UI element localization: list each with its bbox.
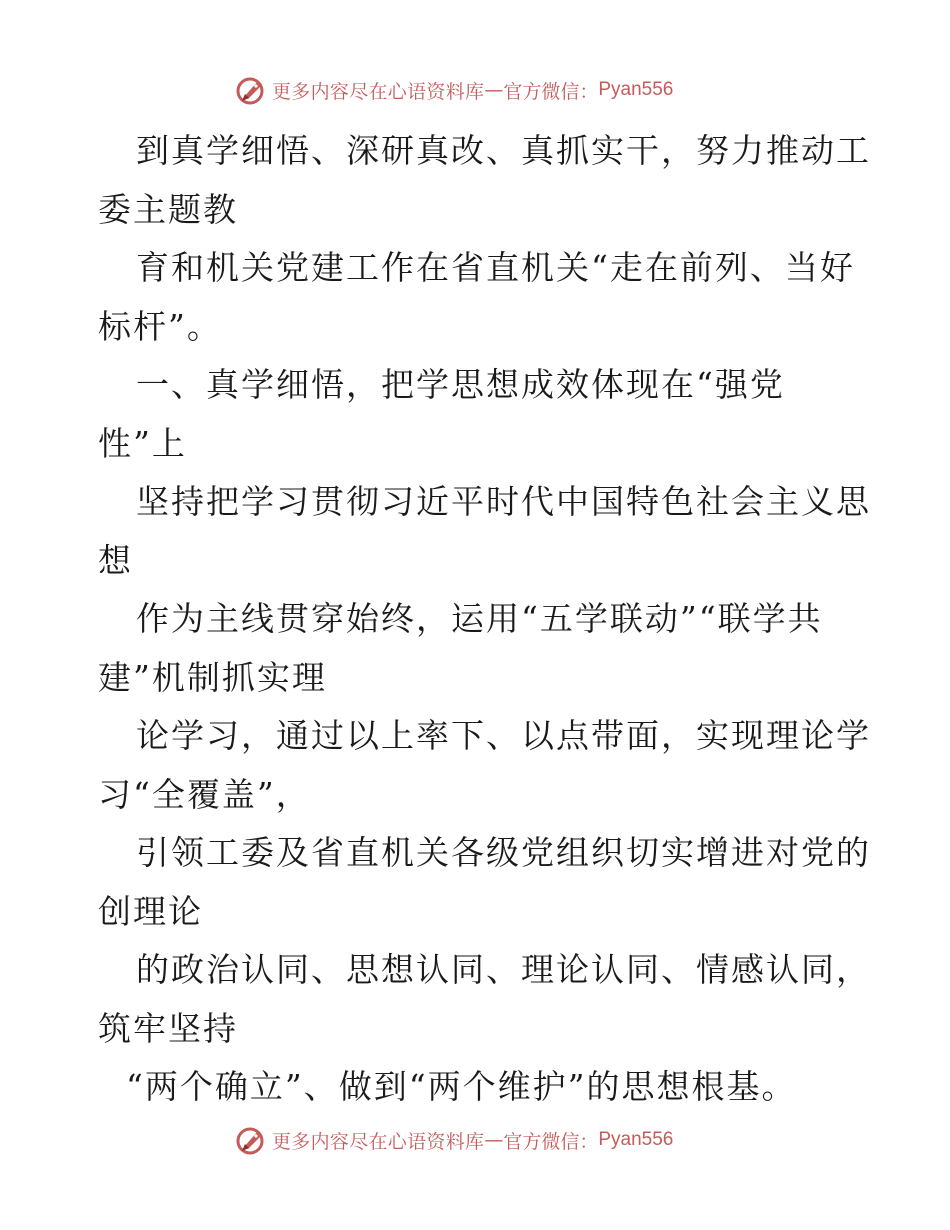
section-heading-line: 一、真学细悟，把学思想成效体现在“强党: [136, 365, 785, 404]
text-line: 建”机制抓实理: [98, 657, 327, 697]
text-line: “两个确立”、做到“两个维护”的思想根基。: [126, 1067, 797, 1106]
text-line: 习“全覆盖”，: [98, 774, 311, 814]
watermark-wechat-id: Pyan556: [598, 1129, 674, 1150]
text-line: 标杆”。: [98, 306, 222, 346]
watermark-separator: —: [484, 1129, 504, 1151]
text-line: 育和机关党建工作在省直机关“走在前列、当好: [136, 248, 855, 287]
watermark-separator: —: [484, 79, 504, 101]
watermark-wechat-label: 官方微信：: [503, 1130, 599, 1153]
watermark-wechat-label: 官方微信：: [503, 80, 599, 103]
text-line: 的政治认同、思想认同、理论认同、情感认同，: [136, 950, 871, 989]
text-line: 论学习，通过以上率下、以点带面，实现理论学: [136, 716, 871, 755]
header-watermark: [234, 72, 673, 108]
watermark-wechat-id: Pyan556: [598, 79, 674, 100]
document-body: [98, 122, 871, 1117]
text-line: 坚持把学习贯彻习近平时代中国特色社会主义思: [136, 482, 871, 521]
text-line: 想: [98, 540, 133, 580]
text-line: 创理论: [98, 891, 203, 931]
text-line: 作为主线贯穿始终，运用“五学联动”“联学共: [136, 599, 823, 638]
section-heading-line: 性”上: [98, 423, 187, 463]
text-line: 到真学细悟、深研真改、真抓实干，努力推动工: [136, 131, 871, 170]
footer-watermark: [234, 1122, 673, 1158]
pen-nib-circle-icon: [234, 1123, 268, 1157]
text-line: 委主题教: [98, 189, 238, 229]
pen-nib-circle-icon: [234, 73, 268, 107]
text-line: 筑牢坚持: [98, 1008, 238, 1048]
text-line: 引领工委及省直机关各级党组织切实增进对党的: [136, 833, 871, 872]
watermark-site-text: 更多内容尽在心语资料库: [272, 1130, 485, 1153]
watermark-site-text: 更多内容尽在心语资料库: [272, 80, 485, 103]
